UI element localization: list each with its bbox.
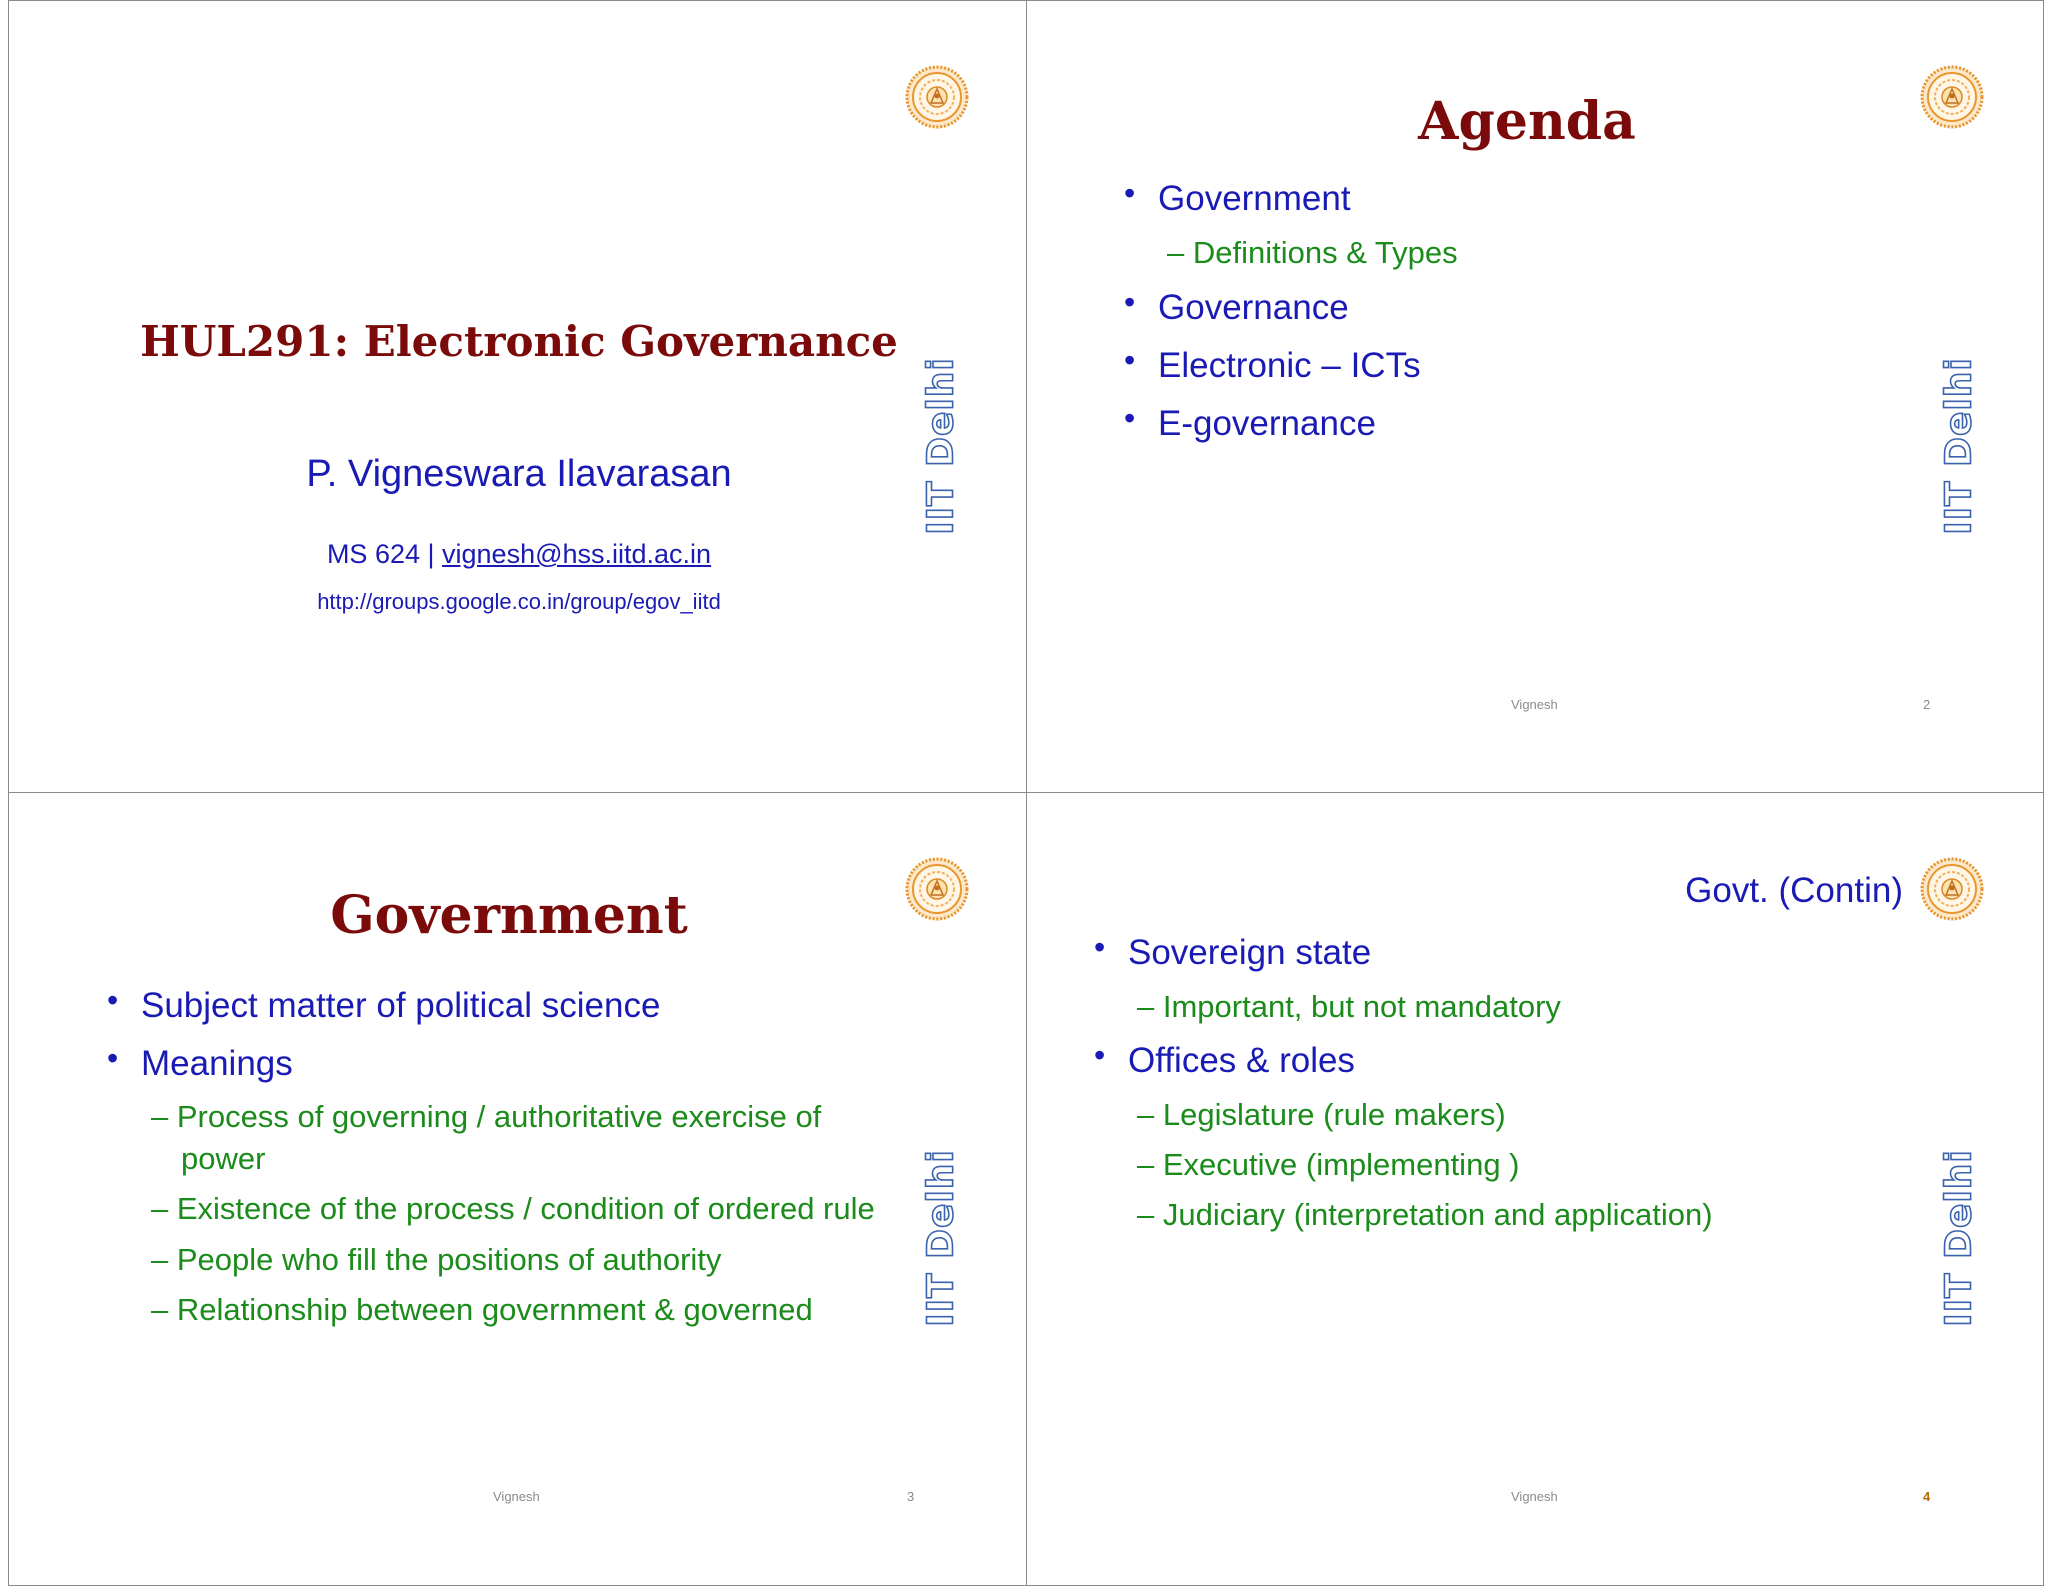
page-number: 2 xyxy=(1923,697,1931,712)
footer-author: Vignesh xyxy=(493,1489,540,1504)
list-item: • Meanings xyxy=(107,1040,293,1083)
list-item: – Legislature (rule makers) xyxy=(1137,1097,1506,1132)
slide-title: HUL291: Electronic Governance xyxy=(140,317,898,366)
list-item: – People who fill the positions of authority xyxy=(151,1242,722,1277)
list-item: • E-governance xyxy=(1124,400,1376,443)
side-label: IIT Delhi xyxy=(920,357,962,535)
list-item: • Electronic – ICTs xyxy=(1124,342,1421,385)
footer-author: Vignesh xyxy=(1511,1489,1558,1504)
author-name: P. Vigneswara Ilavarasan xyxy=(306,453,732,495)
list-item: – Existence of the process / condition of ordered rule xyxy=(151,1191,875,1226)
iit-delhi-emblem-icon xyxy=(1920,857,1984,921)
slide-title: Government xyxy=(330,885,688,946)
side-label: IIT Delhi xyxy=(920,1149,962,1327)
slide-title: Agenda xyxy=(1418,91,1636,152)
slide-3 xyxy=(8,792,1028,1586)
side-label: IIT Delhi xyxy=(1938,1149,1980,1327)
footer-author: Vignesh xyxy=(1511,697,1558,712)
list-item: – Process of governing / authoritative exercise of xyxy=(151,1099,822,1134)
page-number: 3 xyxy=(907,1489,915,1504)
list-item: – Judiciary (interpretation and application) xyxy=(1137,1197,1713,1232)
slide-1 xyxy=(8,0,1028,794)
list-item: – Important, but not mandatory xyxy=(1137,989,1561,1024)
list-item: • Governance xyxy=(1124,284,1349,327)
iit-delhi-emblem-icon xyxy=(905,65,969,129)
list-item: – Definitions & Types xyxy=(1167,235,1458,270)
list-item: power xyxy=(181,1141,266,1176)
list-item: • Government xyxy=(1124,175,1351,218)
slide-4 xyxy=(1026,792,2044,1586)
office-text: MS 624 | xyxy=(326,539,443,569)
contact-line xyxy=(9,539,1028,570)
list-item: • Subject matter of political science xyxy=(107,982,661,1025)
iit-delhi-emblem-icon xyxy=(1920,65,1984,129)
slide-2 xyxy=(1026,0,2044,794)
side-label: IIT Delhi xyxy=(1938,357,1980,535)
list-item: – Executive (implementing ) xyxy=(1137,1147,1520,1182)
slide-title: Govt. (Contin) xyxy=(1685,871,1903,910)
page-number: 4 xyxy=(1923,1489,1931,1504)
list-item: • Offices & roles xyxy=(1094,1037,1355,1080)
group-url-link[interactable]: http://groups.google.co.in/group/egov_iitd xyxy=(317,589,721,614)
list-item: • Sovereign state xyxy=(1094,929,1372,972)
list-item: – Relationship between government & governed xyxy=(151,1292,813,1327)
email-link[interactable]: vignesh@hss.iitd.ac.in xyxy=(442,539,712,569)
